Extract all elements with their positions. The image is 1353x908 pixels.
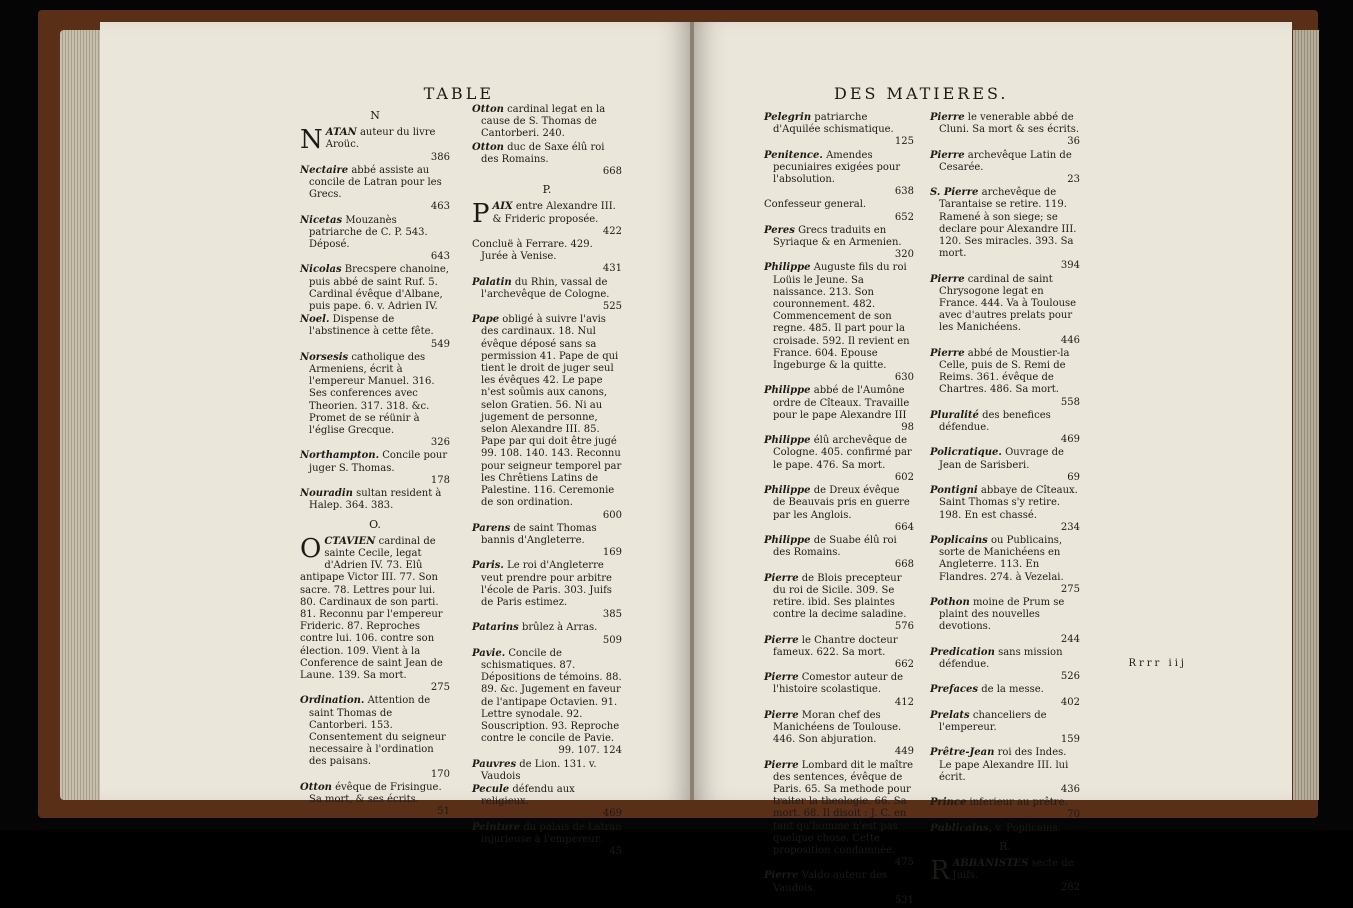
index-entry (764, 262, 914, 384)
entry-text: de Lion. 131. v. Vaudois (481, 758, 597, 782)
entry-headword: Philippe (764, 435, 811, 447)
entry-page: 558 (1060, 396, 1080, 408)
drop-initial: R (930, 855, 950, 886)
index-entry (930, 485, 1080, 534)
drop-initial: N (300, 125, 323, 156)
entry-headword: Pothon (930, 596, 970, 608)
entry-page: 600 (602, 509, 622, 521)
entry-page: 45 (609, 845, 622, 857)
section-letter: N (370, 109, 380, 122)
index-entry (764, 573, 914, 634)
index-entry (764, 672, 914, 709)
entry-page: 463 (430, 201, 450, 213)
entry-text: élû archevêque de Cologne. 405. confirmé par le pape. 476. Sa mort. (773, 435, 912, 471)
entry-page: 668 (602, 166, 622, 178)
entry-page: 422 (602, 225, 622, 237)
entry-page: 469 (602, 808, 622, 820)
entry-text: de Blois precepteur du roi de Sicile. 309. Se retire. ibid. Ses plaintes contre la decime saladine. (773, 572, 907, 621)
entry-page: 70 (1067, 809, 1080, 821)
entry-text: roi des Indes. Le pape Alexandre III. lui écrit. (939, 747, 1069, 783)
entry-page: 630 (894, 372, 914, 384)
entry-text: de la messe. (981, 684, 1044, 696)
index-entry (930, 710, 1080, 747)
index-column-4 (930, 112, 1080, 896)
entry-headword: S. Pierre (930, 187, 979, 199)
entry-page: 638 (894, 186, 914, 198)
entry-text: abbaye de Cîteaux. Saint Thomas s'y retire. 198. En est chassé. (939, 485, 1078, 521)
entry-page: 282 (1060, 882, 1080, 894)
entry-headword: Paris. (472, 560, 504, 572)
index-entry (930, 597, 1080, 646)
entry-headword: Pierre (930, 273, 965, 285)
entry-headword: ATAN (325, 127, 357, 139)
index-entry (300, 533, 450, 695)
entry-page: 69 (1067, 471, 1080, 483)
entry-headword: Philippe (764, 262, 811, 274)
index-entry (300, 695, 450, 780)
entry-text: moine de Prum se plaint des nouvelles devotions. (939, 596, 1065, 633)
index-column-2 (472, 104, 622, 859)
entry-text: cardinal de sainte Cecile, legat d'Adrien IV. 73. Elû antipape Victor III. 77. Son sacre. 78. Lettres pour lui. 80. Cardinaux de son parti. 81. Reconnu par l'empereur Frideric. 87. Reproches contre lui. 106. contre son élection. 109. Vient à la Conference de saint Jean de Laune. 139. Sa mort. (300, 535, 443, 681)
entry-headword: Otton (300, 781, 332, 793)
index-column-3 (764, 112, 914, 908)
entry-text: auteur du livre Aroüc. (325, 127, 436, 151)
entry-page: 125 (894, 136, 914, 148)
index-entry (930, 535, 1080, 596)
entry-text: Lombard dit le maître des sentences, évêque de Paris. 65. Sa methode pour traiter la theologie. 66. Sa mort. 68. Il disoit : J. C. en tant qu'homme n'est pas quelque chose. Cette proposition condamnée. (773, 759, 914, 856)
entry-text: Le roi d'Angleterre veut prendre pour arbitre l'école de Paris. 303. Juifs de Paris estimez. (481, 560, 612, 608)
entry-headword: Publicains, (930, 822, 993, 834)
index-entry (764, 710, 914, 759)
index-entry (930, 447, 1080, 484)
entry-page: 275 (430, 682, 450, 694)
entry-page: 643 (430, 251, 450, 263)
entry-headword: Pierre (764, 672, 799, 684)
index-entry (300, 314, 450, 351)
entry-page: 170 (430, 768, 450, 780)
index-entry (764, 760, 914, 870)
entry-page: 431 (602, 263, 622, 275)
index-entry (930, 274, 1080, 347)
index-entry (764, 435, 914, 484)
index-entry (930, 684, 1080, 708)
entry-headword: Philippe (764, 534, 811, 546)
entry-text: entre Alexandre III. & Frideric proposée. (492, 201, 616, 225)
index-column-1 (300, 104, 450, 819)
index-entry (764, 225, 914, 262)
entry-headword: Prelats (930, 709, 970, 721)
index-entry (764, 199, 914, 223)
entry-headword: Patarins (472, 622, 519, 634)
index-entry (472, 201, 622, 238)
entry-text: de Suabe élû roi des Romains. (773, 534, 897, 559)
section-letter: O. (369, 517, 381, 531)
page-header-right: DES MATIERES. (834, 84, 1009, 103)
entry-page: 446 (1060, 334, 1080, 346)
entry-text: de Dreux évêque de Beauvais pris en guerre par les Anglois. (773, 485, 910, 521)
index-entry (300, 264, 450, 313)
entry-headword: Pierre (764, 709, 799, 721)
index-entry (930, 348, 1080, 409)
index-entry (472, 142, 622, 179)
entry-page: 402 (1060, 696, 1080, 708)
entry-page: 178 (430, 474, 450, 486)
index-entry (930, 150, 1080, 187)
page-header-left: TABLE (423, 84, 494, 103)
index-entry (300, 165, 450, 214)
entry-page: 394 (1060, 260, 1080, 272)
entry-headword: Pauvres (472, 758, 517, 770)
entry-headword: Otton (472, 141, 504, 153)
entry-text: Ouvrage de Jean de Sarisberi. (939, 447, 1064, 471)
entry-headword: Nouradin (300, 488, 353, 500)
entry-text: Moran chef des Manichéens de Toulouse. 446. Son abjuration. (773, 709, 902, 746)
entry-page: 99. 107. 124 (558, 745, 622, 757)
index-entry (472, 622, 622, 646)
entry-text: patriarche d'Aquilée schismatique. (773, 112, 894, 136)
entry-text: Concile pour juger S. Thomas. (309, 450, 448, 474)
entry-headword: Noel. (300, 314, 330, 326)
entry-headword: Nectaire (300, 164, 349, 176)
entry-headword: Policratique. (930, 447, 1002, 459)
entry-headword: Prêtre-Jean (930, 747, 995, 759)
entry-headword: Northampton. (300, 450, 380, 462)
entry-text: des benefices défendue. (939, 409, 1051, 434)
entry-text: cardinal de saint Chrysogone legat en France. 444. Va à Toulouse avec d'autres prelats pour les Manichéens. (939, 273, 1077, 334)
entry-text: obligé à suivre l'avis des cardinaux. 18. Nul évêque déposé sans sa permission 41. Pape de qui tient le droit de juger seul les évêques 42. Le pape n'est soûmis aux canons, selon Gratien. 56. Ni au jugement de personne, selon Alexandre III. 85. Pape par qui doit être jugé 99. 108. 140. 143. Reconnu pour seigneur temporel par les Chrêtiens Latins de Palestine. 116. Ceremonie de son ordination. (481, 314, 622, 509)
entry-headword: Ordination. (300, 695, 365, 707)
entry-page: 449 (894, 746, 914, 758)
index-entry (930, 410, 1080, 447)
entry-text: Mouzanès patriarche de C. P. 543. Déposé. (309, 214, 428, 251)
entry-page: 169 (602, 547, 622, 559)
index-entry (300, 450, 450, 487)
entry-text: Brecspere chanoine, puis abbé de saint Ruf. 5. Cardinal évêque d'Albane, puis pape. 6. v. Adrien IV. (309, 264, 449, 313)
index-entry (472, 239, 622, 276)
entry-headword: Pelegrin (764, 112, 812, 123)
entry-headword: Pluralité (930, 409, 979, 421)
section-letter: P. (542, 183, 552, 197)
entry-text: abbé de Moustier-la Celle, puis de S. Remi de Reims. 361. évêque de Chartres. 486. Sa mort. (939, 347, 1070, 396)
entry-headword: Pierre (764, 759, 799, 771)
entry-headword: Pierre (930, 347, 965, 359)
drop-initial: P (472, 199, 490, 230)
entry-text: Confesseur general. (764, 199, 867, 211)
index-entry (930, 747, 1080, 796)
entry-page: 664 (894, 521, 914, 533)
section-letter: R. (999, 839, 1011, 853)
entry-text: de saint Thomas bannis d'Angleterre. (481, 522, 597, 546)
entry-page: 159 (1060, 734, 1080, 746)
entry-page: 662 (894, 658, 914, 670)
entry-text: défendu aux religieux. (481, 783, 575, 808)
index-entry (472, 277, 622, 314)
entry-text: sans mission défendue. (939, 646, 1063, 670)
entry-page: 531 (894, 894, 914, 906)
entry-text: catholique des Armeniens, écrit à l'empereur Manuel. 316. Ses conferences avec Theorien. 317. 318. &c. Promet de se réünir à l'église Grecque. (309, 351, 435, 437)
entry-page: 51 (437, 806, 450, 818)
entry-text: évêque de Frisingue. Sa mort, & ses écrits. (309, 781, 442, 805)
entry-page: 475 (894, 857, 914, 869)
entry-page: 576 (894, 621, 914, 633)
entry-page: 320 (894, 249, 914, 261)
entry-text: Valdo auteur des Vaudois. (773, 870, 888, 894)
index-entry (472, 648, 622, 758)
index-entry (764, 150, 914, 199)
drop-initial: O (300, 533, 322, 564)
entry-text: Comestor auteur de l'histoire scolastique. (773, 672, 904, 696)
entry-text: chanceliers de l'empereur. (939, 709, 1047, 733)
entry-headword: Pape (472, 314, 500, 326)
entry-headword: Norsesis (300, 351, 349, 363)
entry-text: du palais de Latran injurieuse à l'empereur. (481, 821, 622, 845)
entry-page: 602 (894, 471, 914, 483)
entry-headword: Nicetas (300, 214, 343, 226)
entry-headword: AIX (492, 201, 513, 213)
index-entry (930, 855, 1080, 895)
entry-text: secte de Juifs. (952, 857, 1074, 882)
index-entry (472, 822, 622, 859)
index-entry (472, 314, 622, 521)
entry-headword: Pecule (472, 783, 510, 795)
entry-page: 652 (894, 211, 914, 223)
entry-text: v. Poplicains. (995, 822, 1061, 834)
entry-text: Auguste fils du roi Loüis le Jeune. Sa naissance. 213. Son couronnement. 482. Commencement de son regne. 485. Il part pour la croisade. 592. Il revient en France. 604. Epouse Ingeburge & la quitte. (773, 262, 910, 372)
entry-headword: Pierre (764, 634, 799, 646)
entry-headword: ABBANISTES (952, 857, 1029, 869)
index-entry (764, 385, 914, 434)
entry-page: 385 (602, 609, 622, 621)
index-entry (300, 782, 450, 819)
index-entry (930, 647, 1080, 684)
entry-page: 509 (602, 634, 622, 646)
entry-page: 469 (1060, 434, 1080, 446)
entry-headword: Philippe (764, 385, 811, 397)
entry-page: 275 (1060, 583, 1080, 595)
entry-text: abbé assiste au concile de Latran pour les Grecs. (309, 164, 442, 201)
entry-page: 525 (602, 301, 622, 313)
entry-headword: Palatin (472, 276, 512, 288)
index-entry (764, 112, 914, 149)
entry-text: Amendes pecuniaires exigées pour l'absolution. (773, 149, 901, 186)
index-entry (300, 488, 450, 512)
left-page (100, 22, 690, 857)
right-page (694, 22, 1292, 906)
index-entry (300, 127, 450, 164)
index-entry (472, 560, 622, 621)
index-entry (930, 823, 1080, 835)
index-entry (764, 635, 914, 672)
entry-headword: Pierre (764, 870, 799, 882)
entry-page: 436 (1060, 783, 1080, 795)
entry-text: le venerable abbé de Cluni. Sa mort & ses écrits. (939, 112, 1080, 136)
entry-headword: Pierre (930, 149, 965, 161)
entry-headword: Pavie. (472, 647, 506, 659)
entry-text: du Rhin, vassal de l'archevêque de Cologne. (481, 276, 610, 300)
index-entry (472, 759, 622, 783)
entry-text: ou Publicains, sorte de Manichéens en Angleterre. 113. En Flandres. 274. à Vezelai. (939, 534, 1064, 583)
entry-text: sultan resident à Halep. 364. 383. (309, 488, 442, 512)
index-entry (472, 104, 622, 141)
entry-headword: Pierre (930, 112, 965, 123)
entry-page: 386 (430, 151, 450, 163)
entry-text: Dispense de l'abstinence à cette fête. (309, 314, 434, 338)
index-entry (472, 784, 622, 821)
index-entry (764, 535, 914, 572)
entry-page: 526 (1060, 671, 1080, 683)
entry-text: abbé de l'Aumône ordre de Cîteaux. Travaille pour le pape Alexandre III (773, 385, 910, 421)
index-entry (930, 797, 1080, 821)
entry-headword: Peres (764, 224, 795, 236)
entry-page: 244 (1060, 633, 1080, 645)
entry-headword: Prefaces (930, 684, 979, 696)
entry-page: 549 (430, 338, 450, 350)
entry-text: cardinal legat en la cause de S. Thomas de Cantorberi. 240. (481, 104, 606, 140)
index-entry (300, 352, 450, 450)
entry-headword: Predication (930, 646, 995, 658)
entry-headword: Penitence. (764, 149, 823, 161)
entry-page: 98 (901, 422, 914, 434)
index-entry (930, 112, 1080, 149)
entry-headword: CTAVIEN (324, 535, 376, 547)
entry-headword: Peinture (472, 821, 521, 833)
entry-text: archevêque de Tarantaise se retire. 119. Ramené à son siege; se declare pour Alexandre III. 120. Ses miracles. 393. Sa mort. (939, 187, 1077, 260)
entry-text: Grecs traduits en Syriaque & en Armenien. (773, 224, 902, 249)
entry-headword: Nicolas (300, 264, 342, 276)
entry-page: 36 (1067, 136, 1080, 148)
index-entry (930, 187, 1080, 272)
entry-page: 326 (430, 437, 450, 449)
index-entry (472, 523, 622, 560)
entry-headword: Poplicains (930, 534, 988, 546)
entry-text: inferieur au prêtre. (969, 797, 1068, 809)
entry-page: 23 (1067, 174, 1080, 186)
entry-text: archevêque Latin de Cesarée. (939, 149, 1072, 173)
entry-headword: Parens (472, 522, 511, 534)
entry-text: brûlez à Arras. (521, 622, 598, 634)
page-edges-right (1293, 30, 1319, 800)
entry-text: le Chantre docteur fameux. 622. Sa mort. (773, 634, 898, 658)
entry-headword: Prince (930, 797, 967, 809)
entry-text: Concluë à Ferrare. 429. Jurée à Venise. (472, 239, 593, 263)
signature-mark: Rrrr iij (1128, 658, 1187, 669)
entry-text: Concile de schismatiques. 87. Dépositions de témoins. 88. 89. &c. Jugement en faveur de l'antipape Octavien. 91. Lettre synodale. 92. Souscription. 93. Reproche contre le concile de Pavie. (481, 647, 622, 745)
entry-page: 234 (1060, 521, 1080, 533)
index-entry (764, 485, 914, 534)
entry-page: 412 (894, 696, 914, 708)
entry-headword: Otton (472, 104, 504, 115)
index-entry (764, 870, 914, 907)
entry-headword: Philippe (764, 485, 811, 497)
entry-text: Attention de saint Thomas de Cantorberi. 153. Consentement du seigneur necessaire à l'ordination des paisans. (309, 695, 446, 768)
entry-page: 668 (894, 559, 914, 571)
index-entry (300, 215, 450, 264)
entry-headword: Pierre (764, 572, 799, 584)
entry-text: duc de Saxe élû roi des Romains. (481, 141, 605, 165)
entry-headword: Pontigni (930, 485, 978, 497)
